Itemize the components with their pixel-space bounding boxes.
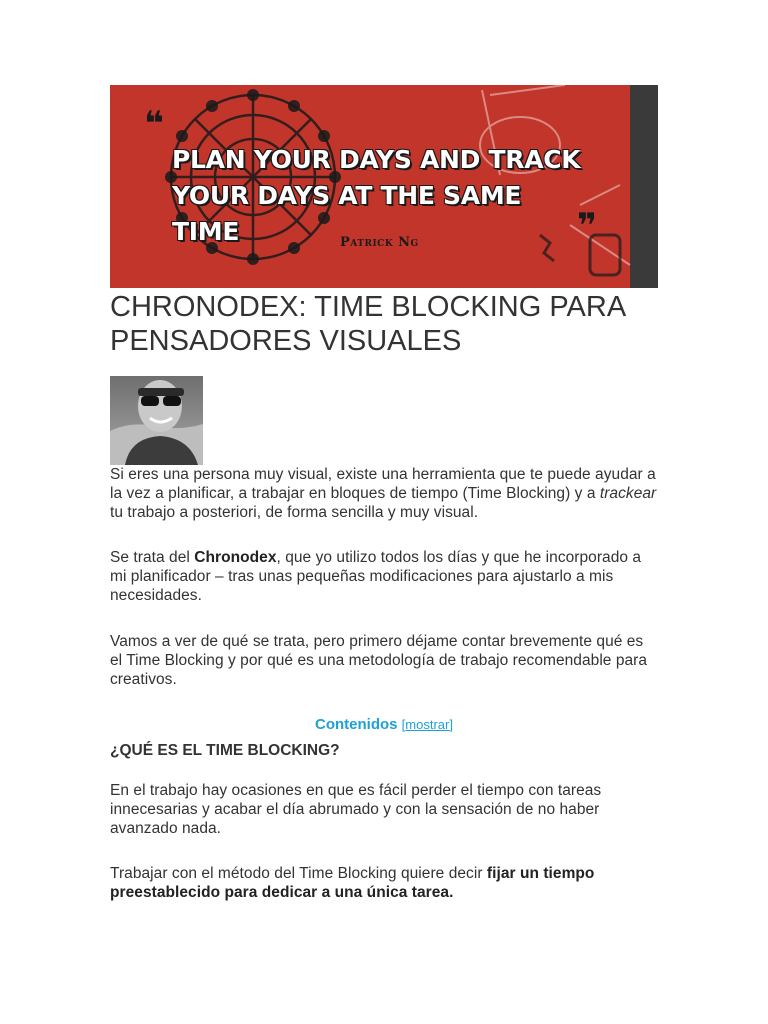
intro-text-a: Si eres una persona muy visual, existe una herramienta que te puede ayudar a la vez a planificar, a trabajar en bloques de tiempo (Time Blocking) y a bbox=[110, 466, 656, 502]
intro-text-b: tu trabajo a posteriori, de forma sencilla y muy visual. bbox=[110, 504, 479, 521]
article-title: CHRONODEX: TIME BLOCKING PARA PENSADORES VISUALES bbox=[110, 291, 625, 357]
banner-headline-line2: YOUR DAYS AT THE SAME TIME bbox=[172, 181, 522, 246]
banner-author: Patrick Ng bbox=[340, 235, 419, 250]
method-text: Trabajar con el método del Time Blocking quiere decir bbox=[110, 865, 487, 882]
chronodex-paragraph bbox=[110, 548, 658, 605]
chronodex-keyword: Chronodex bbox=[194, 549, 277, 566]
table-of-contents bbox=[110, 716, 658, 733]
method-emphasis: fijar un tiempo preestablecido para dedicar a una única tarea. bbox=[110, 865, 595, 901]
chronodex-text-a: Se trata del bbox=[110, 549, 195, 566]
intro-emphasis: trackear bbox=[599, 485, 657, 502]
method-paragraph bbox=[110, 864, 658, 902]
open-quote-icon: ❝ bbox=[144, 104, 164, 144]
time-waste-paragraph: En el trabajo hay ocasiones en que es fácil perder el tiempo con tareas innecesarias y acabar el día abrumado y con la sensación de no haber avanzado nada. bbox=[110, 782, 602, 837]
toc-bracket-open: [ bbox=[401, 717, 406, 732]
banner-headline-line1: PLAN YOUR DAYS AND TRACK bbox=[172, 145, 581, 174]
section-heading: ¿QUÉ ES EL TIME BLOCKING? bbox=[110, 742, 340, 759]
intro-paragraph bbox=[110, 465, 658, 522]
chronodex-text-b: , que yo utilizo todos los días y que he incorporado a mi planificador – tras unas pequeñas modificaciones para ajustarlo a mis necesidades. bbox=[110, 549, 642, 604]
article-page bbox=[110, 85, 658, 902]
toc-bracket-close: ] bbox=[449, 717, 453, 732]
toc-show-link[interactable]: mostrar bbox=[405, 717, 450, 732]
hero-banner bbox=[110, 85, 658, 288]
overview-paragraph: Vamos a ver de qué se trata, pero primero déjame contar brevemente qué es el Time Blocking y por qué es una metodología de trabajo recomendable para creativos. bbox=[110, 633, 648, 688]
author-photo bbox=[110, 376, 203, 465]
close-quote-icon: ❞ bbox=[577, 206, 597, 246]
banner-headline bbox=[172, 142, 592, 250]
author-avatar bbox=[110, 376, 203, 465]
toc-title: Contenidos bbox=[315, 716, 398, 733]
